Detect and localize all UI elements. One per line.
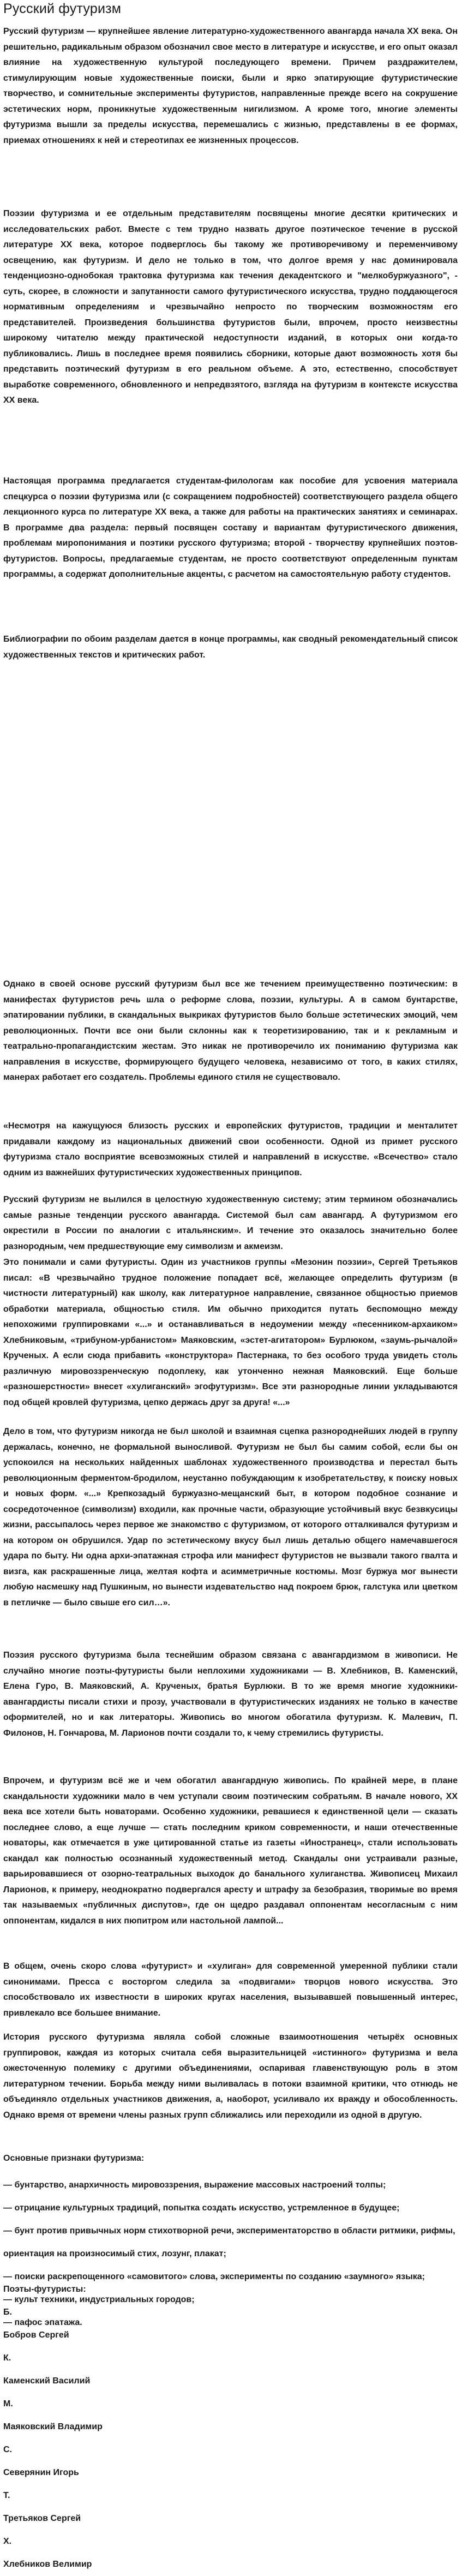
blank-area [0,808,462,873]
paragraph-not-a-school: Дело в том, что футуризм никогда не был школой и взаимная сцепка разнороднейших людей в группу держалась, конечно, не формальной выносливой. Футуризм не был бы самим собой, если бы он успокоился на нескольких найденных шаблонах художественного производства и перестал быть революционным ферментом-бродилом, неустанно побуждающим к изобретательству, к поиску новых и новых форм. «...» Крепкозадый буржуазно-мещанский быт, в котором подобное сознание и сосредоточенное (символизм) входили, как прочные части, образующие устойчивый вкус безвкусицы жизни, рассыпалось через первое же знакомство с футуризмом, от которого отталкивался футуризм и на котором он обрушился. Удар по эстетическому вкусу был лишь деталью общего намечавшегося удара по быту. Ни одна архи-эпатажная строфа или манифест футуристов не вызвали такого гвалта и визга, как раскрашенные лица, желтая кофта и асимметричные костюмы. Мозг буржуа мог вынести любую насмешку над Пушкиным, но вынести издевательство над покроем брюк, галстука или цветком в петличке — было свыше его сил…». [3,1427,458,1607]
poet-name: Каменский Василий [3,2376,91,2386]
poets-heading: Поэты-футуристы: [3,2285,86,2294]
paragraph-criticism: Поэзии футуризма и ее отдельным представителям посвящены многие десятки критических и исследовательских работ. Вместе с тем трудно назвать другое поэтическое течение в русской литературе XX века, которое подверглось бы такому же противоречивому и переменчивому освещению, как футуризм. И дело не только в том, что долгое время у нас доминировала тенденциозно-однобокая трактовка футуризма как течения декадентского и "мелкобуржуазного", - суть, скорее, в сложности и запутанности самого футуристического искусства, трудно поддающегося нормативным определениям и чрезвычайно непросто по творческим возможностям его представителей. Произведения большинства футуристов были, впрочем, просто неизвестны широкому читателю между практической недоступности изданий, в которых они когда-то публиковались. Лишь в последнее время появились сборники, которые дают возможность хотя бы представить поэтический футуризм в его реальном объеме. А это, естественно, способствует выработке современного, обновленного и непредвзятого, взгляда на футуризм в контексте искусства XX века. [3,209,458,405]
list-item: — отрицание культурных традиций, попытка создать искусство, устремленное в будущее; [3,2203,400,2213]
poets-list [3,2278,458,2576]
poet-letter: Б. [3,2308,12,2317]
poet-name: Хлебников Велимир [3,2560,92,2569]
list-item: — пафос эпатажа. [3,2318,82,2327]
paragraph-scandal: Впрочем, и футуризм всё же и чем обогатил авангардную живопись. По крайней мере, в плане скандальности художники мало в чем уступали своим поэтическим собратьям. В начале нового, XX века все хотели быть новаторами. Особенно художники, ревашиеся к единственной цели — сказать последнее слово, а еще лучше — стать последним криком современности, и наши отечественные новаторы, как отмечается в уже цитированной статье из газеты «Иностранец», стали использовать скандал как полностью осознанный художественный метод. Скандалы они устраивали разные, варьировавшиеся от озорно-театральных выходок до банального хулиганства. Живописец Михаил Ларионов, к примеру, неоднократно подвергался аресту и штрафу за безобразия, творимые во время так называемых «публичных диспутов», где он щедро раздавал оппонентам несогласным с ним оппонентам, кидался в них пюпитром или настольной лампой... [3,1776,458,1926]
paragraph-tretyakov-quote: Это понимали и сами футуристы. Один из участников группы «Мезонин поэзии», Сергей Третьяков писал: «В чрезвычайно трудное положение попадает всё, желающее определить футуризм (в чистности литературный) как школу, как литературное направление, связанное общностью приемов обработки материала, общностью стиля. Им обычно приходится путать беспомощно между непохожими группировками «...» и останавливаться в недоумении между «песенником-архаиком» Хлебниковым, «трибуном-урбанистом» Маяковским, «эстет-агитатором» Бурлюком, «заумь-рычалой» Крученых. А если сюда прибавить «конструктора» Пастернака, то без особого труда увидеть столь различную мировоззренческую подоплеку, как утонченно нежная Маяковский. Еще больше «разношерстности» внесет «хулиганский» эгофутуризм». Все эти разнородные линии укладываются под общей кровлей футуризма, цепко держась друг за друга! «...» [3,1258,458,1407]
poet-letter: С. [3,2445,12,2454]
paragraph-system: Русский футуризм не вылился в целостную художественную систему; этим термином обозначались самые разные тенденции русского авангарда. Системой был сам авангард. А футуризмом его окрестили в России по аналогии с итальянским». И течение это оказалось значительно более разнородным, чем предшествующие ему символизм и акмеизм. [3,1195,458,1251]
paragraph-intro: Русский футуризм — крупнейшее явление литературно-художественного авангарда начала XX века. Он решительно, радикальным образом обозначил свое место в литературе и искусстве, и его опыт оказал влияние на художественную культурой последующего времени. Причем раздражителем, стимулирующим новые художественные поиски, были и ярко эпатирующие футуристические творчество, и сомнительные эксперименты футуристов, направленные прежде всего на сокрушение эстетических норм, проникнутые художественным нигилизмом. А кроме того, многие элементы футуризма вышли за пределы искусства, перемешались с жизнью, представлены в ее формах, приемах отношениях к ней и стереотипах ее жизненных процессов. [3,27,458,145]
list-item: — бунтарство, анархичность мировоззрения, выражение массовых настроений толпы; [3,2180,386,2190]
list-item: — бунт против привычных норм стихотворной речи, экспериментаторство в области ритмики, рифмы, ориентация на произносимый стих, лозунг, плакат; [3,2226,455,2258]
paragraph-traditions: «Несмотря на кажущуюся близость русских и европейских футуристов, традиции и менталитет придавали каждому из национальных движений свои особенности. Одной из примет русского футуризма стало восприятие всевозможных стилей и направлений в искусстве. «Всечество» стало одним из важнейших футуристических художественных принципов. [3,1121,458,1178]
paragraph-bibliography: Библиографии по обоим разделам дается в конце программы, как сводный рекомендательный список художественных текстов и критических работ. [3,635,458,660]
list-item: — культ техники, индустриальных городов; [3,2295,195,2304]
poet-name: Третьяков Сергей [3,2514,81,2523]
poet-letter: К. [3,2353,11,2363]
paragraph-painting: Поэзия русского футуризма была теснейшим образом связана с авангардизмом в живописи. Не случайно многие поэты-футуристы были неплохими художниками — В. Хлебников, В. Каменский, Елена Гуро, В. Маяковский, А. Крученых, братья Бурлюки. В то же время многие художники-авангардисты писали стихи и прозу, участвовали в футуристических изданиях не только в качестве оформителей, но и как литераторы. Живопись во многом обогатила футуризм. К. Малевич, П. Филонов, Н. Гончарова, М. Ларионов почти создали то, к чему стремились футуристы. [3,1651,458,1738]
poet-letter: М. [3,2399,13,2408]
poet-letter: Х. [3,2537,12,2546]
paragraph-program: Настоящая программа предлагается студентам-филологам как пособие для усвоения материала спецкурса о поэзии футуризма или (с сокращением подробностей) соответствующего раздела общего лекционного курса по литературе XX века, а также для работы на практических занятиях и семинарах. В программе два раздела: первый посвящен составу и вариантам футуристического движения, проблемам миропонимания и поэтики русского футуризма; второй - творчеству крупнейших поэтов-футуристов. Вопросы, предлагаемые студентам, не просто соответствуют определенным пунктам программы, а содержат дополнительные акценты, с расчетом на самостоятельную работу студентов. [3,476,458,579]
poet-letter: Т. [3,2491,10,2500]
paragraph-hooligan: В общем, очень скоро слова «футурист» и «хулиган» для современной умеренной публики стали синонимами. Пресса с восторгом следила за «подвигами» творцов нового искусства. Это способствовало их известности в широких кругах населения, вызывавшей повышенный интерес, привлекало все большее внимание. [3,1962,458,2018]
paragraph-groupings: История русского футуризма являла собой сложные взаимоотношения четырёх основных группировок, каждая из которых считала себя выразительницей «истинного» футуризма и вела ожесточенную полемику с другими объединениями, оспаривая главенствующую роль в этом литературном течении. Борьба между ними выливалась в потоки взаимной критики, что отнюдь не объединяло отдельных участников движения, а, наоборот, усиливало их вражду и обособленность. Однако время от времени члены разных групп сближались или переходили из одной в другую. [3,2033,458,2120]
page-title: Русский футуризм [3,1,122,16]
poet-name: Маяковский Владимир [3,2422,103,2431]
poet-name: Бобров Сергей [3,2330,69,2340]
features-heading: Основные признаки футуризма: [3,2154,145,2163]
list-item: — поиски раскрепощенного «самовитого» слова, эксперименты по созданию «заумного» языка; [3,2272,425,2281]
poet-name: Северянин Игорь [3,2468,79,2477]
paragraph-poetic-basis: Однако в своей основе русский футуризм был все же течением преимущественно поэтическим: в манифестах футуристов речь шла о реформе слова, поэзии, культуры. А в самом бунтарстве, эпатировании публики, в скандальных выкриках футуристов было больше эстетических эмоций, чем революционных. Почти все они были склонны как к теоретизированию, так и к рекламным и театрально-пропагандистским жестам. Это никак не противоречило их пониманию футуризма как направления в искусстве, формирующего будущего человека, независимо от того, в каких стилях, манерах работает его создатель. Проблемы единого стиля не существовало. [3,979,458,1082]
